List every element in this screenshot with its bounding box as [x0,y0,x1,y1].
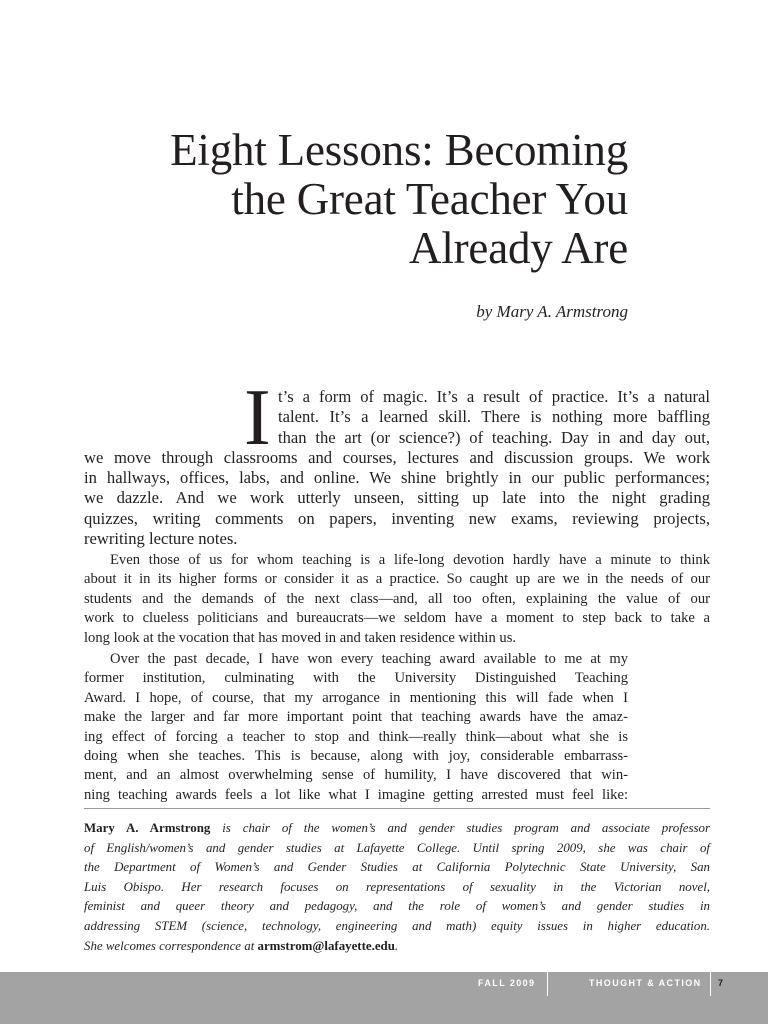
text-line: we dazzle. And we work utterly unseen, sitting up late into the night grading [84,488,710,508]
bio-line: addressing STEM (science, technology, engineering and math) equity issues in higher education. [84,918,710,933]
text-line: ment, and an almost overwhelming sense of humility, I have discovered that win- [84,767,628,784]
text-line: ing effect of forcing a teacher to stop and think—really think—about what she is [84,728,628,745]
text-line: talent. It’s a learned skill. There is nothing more baffling [278,407,710,427]
byline: by Mary A. Armstrong [476,302,628,321]
divider [84,808,710,809]
bio-line [84,819,710,839]
author-email-link[interactable]: armstrom@lafayette.edu [257,938,395,953]
paragraph-2 [84,551,710,648]
text-line: than the art (or science?) of teaching. Day in and day out, [278,427,710,447]
author-bio [84,819,710,956]
page-footer [0,972,768,1024]
text-line: rewriting lecture notes. [84,529,238,549]
footer-divider [547,972,548,996]
issue-label: FALL 2009 [478,978,536,988]
text-line: long look at the vocation that has moved in and taken residence within us. [84,629,517,646]
paragraph-1 [84,387,710,549]
title-line: the Great Teacher You [231,174,628,224]
text-line: we move through classrooms and courses, lectures and discussion groups. We work [84,447,710,467]
title-line: Eight Lessons: Becoming [170,125,628,175]
article-title [170,126,628,273]
footer-divider [710,972,711,996]
text-line: quizzes, writing comments on papers, inventing new exams, reviewing projects, [84,508,710,528]
text-line: Award. I hope, of course, that my arrogance in mentioning this will fade when I [84,689,628,706]
bio-text: . [394,938,399,953]
paragraph-3 [84,650,628,805]
bio-line: Luis Obispo. Her research focuses on representations of sexuality in the Victorian novel, [84,879,710,894]
text-line: students and the demands of the next class—and, all too often, explaining the value of our [84,590,710,607]
text-line: make the larger and far more important point that teaching awards have the amaz- [84,709,628,726]
text-line: doing when she teaches. This is because, along with joy, considerable embarrass- [84,748,628,765]
text-line: in hallways, offices, labs, and online. We shine brightly in our public performances; [84,468,710,488]
bio-text: is chair of the women’s and gender studies program and associate professor [210,821,710,835]
bio-text: She welcomes correspondence at [84,938,258,953]
page-number: 7 [718,978,725,988]
text-line: former institution, culminating with the University Distinguished Teaching [84,670,628,687]
publication-name: THOUGHT & ACTION [589,978,702,988]
text-line: t’s a form of magic. It’s a result of practice. It’s a natural [278,387,710,406]
text-line: Even those of us for whom teaching is a life-long devotion hardly have a minute to think [110,552,710,568]
author-name: Mary A. Armstrong [84,821,211,835]
drop-cap: I [244,374,271,462]
bio-line: of English/women’s and gender studies at Lafayette College. Until spring 2009, she was chair of [84,840,710,855]
text-line: work to clueless politicians and bureaucrats—we seldom have a moment to step back to take a [84,610,710,627]
bio-line: feminist and queer theory and pedagogy, and the role of women’s and gender studies in [84,899,710,914]
bio-line [84,937,710,957]
text-line: about it in its higher forms or consider it as a practice. So caught up are we in the needs of our [84,571,710,588]
text-line: Over the past decade, I have won every teaching award available to me at my [110,651,628,667]
bio-line: the Department of Women’s and Gender Studies at California Polytechnic State University, San [84,860,710,875]
title-line: Already Are [409,223,628,273]
text-line: ning teaching awards feels a lot like what I imagine getting arrested must feel like: [84,786,628,803]
